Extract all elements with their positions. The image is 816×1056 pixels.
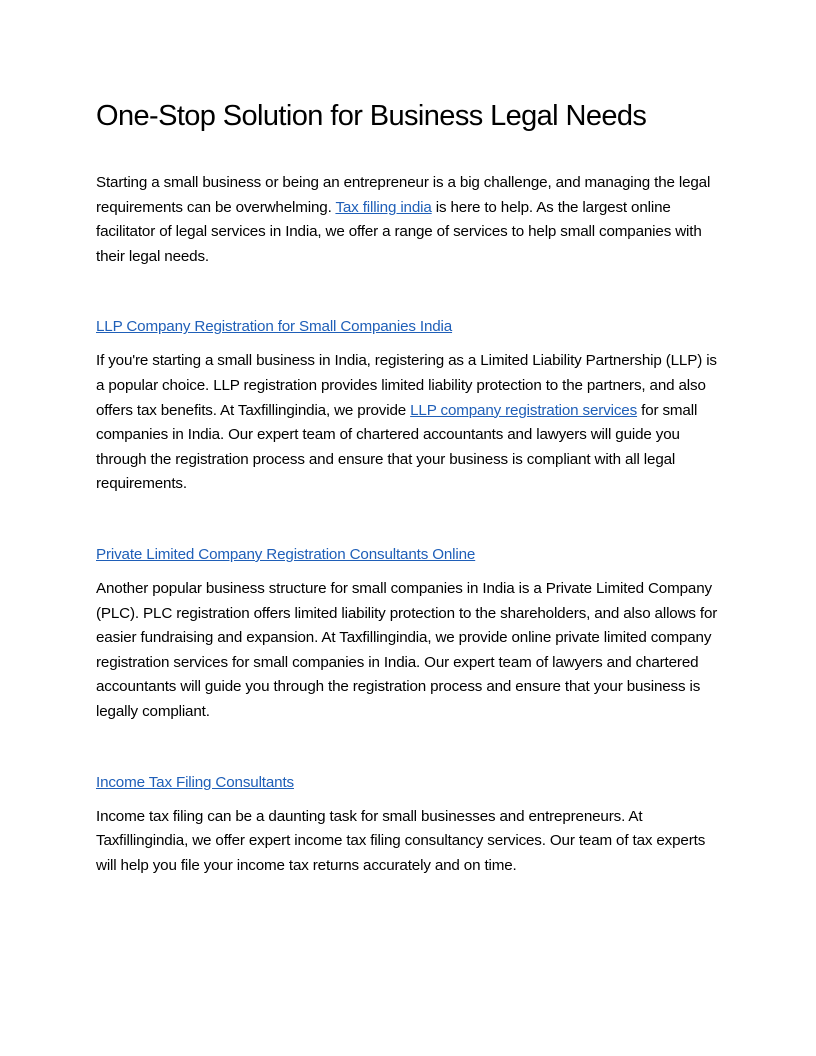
llp-registration-heading-link[interactable]: LLP Company Registration for Small Companies India bbox=[96, 318, 453, 336]
llp-registration-services-link[interactable]: LLP company registration services bbox=[410, 401, 638, 419]
llp-text-after-link: for small companies in India. Our expert team of chartered accountants and lawyers will guide you through the registration process and ensure that your business is compliant with all legal requirements. bbox=[96, 401, 698, 493]
private-limited-registration-paragraph: Another popular business structure for small companies in India is a Private Limited Company (PLC). PLC registration offers limited liability protection to the shareholders, and also allows for easier fundraising and expansion. At Taxfillingindia, we provide online private limited company registration services for small companies in India. Our expert team of lawyers and chartered accountants will guide you through the registration process and ensure that your business is legally compliant. bbox=[96, 579, 718, 720]
intro-paragraph bbox=[96, 171, 722, 269]
private-limited-registration-heading-link[interactable]: Private Limited Company Registration Consultants Online bbox=[96, 545, 476, 563]
tax-filling-india-link[interactable]: Tax filling india bbox=[335, 198, 432, 216]
page-title: One-Stop Solution for Business Legal Needs bbox=[96, 100, 647, 132]
income-tax-filing-heading-link[interactable]: Income Tax Filing Consultants bbox=[96, 773, 294, 791]
llp-text-before-link: If you're starting a small business in India, registering as a Limited Liability Partnership (LLP) is a popular choice. LLP registration provides limited liability protection to the partners, and also offers tax benefits. At Taxfillingindia, we provide bbox=[96, 352, 717, 419]
document-page bbox=[96, 96, 722, 878]
intro-text-after-link: is here to help. As the largest online facilitator of legal services in India, we offer a range of services to help small companies with their legal needs. bbox=[96, 198, 702, 265]
intro-text-before-link: Starting a small business or being an entrepreneur is a big challenge, and managing the legal requirements can be overwhelming. bbox=[96, 174, 711, 216]
llp-registration-paragraph bbox=[96, 349, 722, 497]
income-tax-filing-paragraph: Income tax filing can be a daunting task for small businesses and entrepreneurs. At Taxfillingindia, we offer expert income tax filing consultancy services. Our team of tax experts will help you file your income tax returns accurately and on time. bbox=[96, 807, 706, 874]
